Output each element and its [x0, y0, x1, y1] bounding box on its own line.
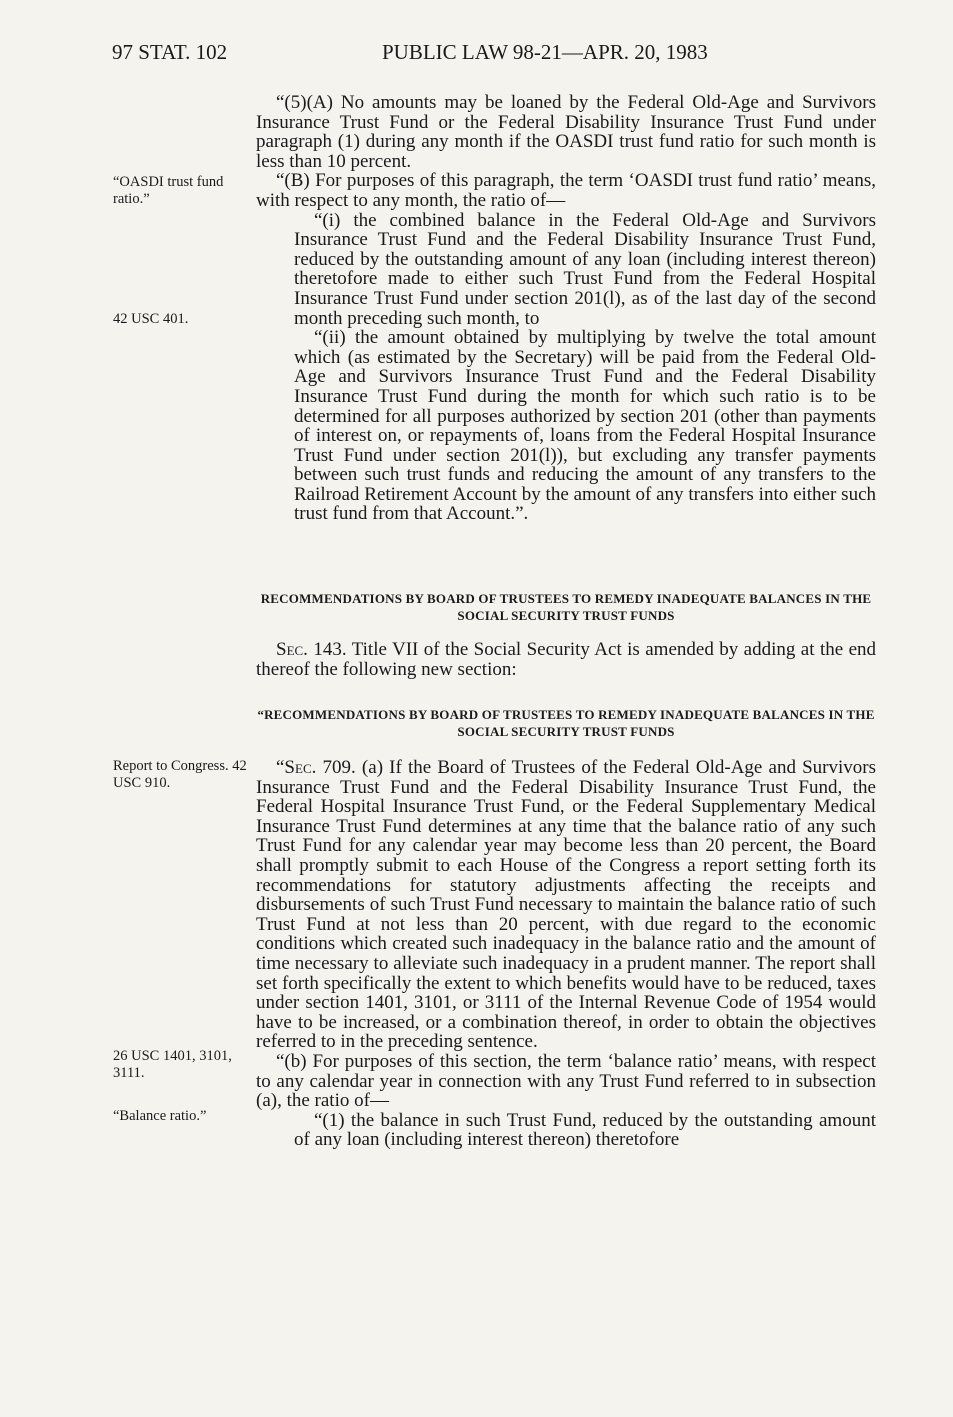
margin-note-usc-1401: 26 USC 1401, 3101, 3111. — [113, 1048, 232, 1081]
section-143-heading-block — [256, 590, 876, 624]
section-label: Sec. — [276, 639, 308, 660]
paragraph-i: “(i) the combined balance in the Federal Old-Age and Survivors Insurance Trust Fund and the Federal Disability Insurance Trust Fund, reduced by the outstanding amount of any loan (including interest thereon) theretofore made to either such Trust Fund from the Federal Hospital Insurance Trust Fund under section 201(l), as of the last day of the second month preceding such month, to — [294, 209, 876, 329]
margin-note-report-to-congress: Report to Congress. 42 USC 910. — [113, 758, 247, 791]
margin-note-usc-401: 42 USC 401. — [113, 311, 189, 327]
paragraph-b-definition: “(B) For purposes of this paragraph, the term ‘OASDI trust fund ratio’ means, with respect to any month, the ratio of— — [256, 170, 876, 211]
body-text-block-1 — [256, 93, 876, 524]
page-header — [112, 40, 873, 70]
paragraph-1: “(1) the balance in such Trust Fund, reduced by the outstanding amount of any loan (including interest thereon) theretofore — [294, 1109, 876, 1151]
section-143-text — [256, 640, 876, 679]
section-709-heading-block — [256, 706, 876, 740]
section-709-a — [256, 758, 876, 1052]
new-section-heading: “RECOMMENDATIONS BY BOARD OF TRUSTEES TO REMEDY INADEQUATE BALANCES IN THE SOCIAL SECURITY TRUST FUNDS — [257, 707, 875, 739]
stat-page-number: 97 STAT. 102 — [112, 40, 228, 64]
section-709-body: 709. (a) If the Board of Trustees of the Federal Old-Age and Survivors Insurance Trust Fund and the Federal Disability Insurance Trust Fund, the Federal Hospital Insurance Trust Fund, or the Federal Supplementary Medical Insurance Trust Fund determines at any time that the balance ratio of any such Trust Fund for any calendar year may become less than 20 percent, the Board shall promptly submit to each House of the Congress a report setting forth its recommendations for statutory adjustments affecting the receipts and disbursements of such Trust Fund necessary to maintain the balance ratio of such Trust Fund at not less than 20 percent, with due regard to the economic conditions which created such inadequacy in the balance ratio and the amount of time necessary to alleviate such inadequacy in a prudent manner. The report shall set forth specifically the extent to which benefits would have to be reduced, taxes under section 1401, 3101, or 3111 of the Internal Revenue Code of 1954 would have to be increased, or a combination thereof, in order to obtain the objectives referred to in the preceding sentence. — [256, 757, 877, 1053]
section-143-block — [256, 640, 876, 679]
margin-note-oasdi-ratio: “OASDI trust fund ratio.” — [113, 174, 224, 207]
public-law-title: PUBLIC LAW 98-21—APR. 20, 1983 — [382, 40, 708, 64]
section-709-block — [256, 758, 876, 1150]
paragraph-5a: “(5)(A) No amounts may be loaned by the Federal Old-Age and Survivors Insurance Trust Fund or the Federal Disability Insurance Trust Fund under paragraph (1) during any month if the OASDI trust fund ratio for such month is less than 10 percent. — [256, 92, 876, 172]
paragraph-b-balance-ratio: “(b) For purposes of this section, the term ‘balance ratio’ means, with respect to any calendar year in connection with any Trust Fund referred to in subsection (a), the ratio of— — [256, 1050, 876, 1112]
section-709-label: “Sec. — [276, 757, 317, 778]
section-heading: RECOMMENDATIONS BY BOARD OF TRUSTEES TO REMEDY INADEQUATE BALANCES IN THE SOCIAL SECURITY TRUST FUNDS — [260, 591, 872, 623]
margin-note-balance-ratio: “Balance ratio.” — [113, 1108, 207, 1124]
paragraph-ii: “(ii) the amount obtained by multiplying by twelve the total amount which (as estimated by the Secretary) will be paid from the Federal Old-Age and Survivors Insurance Trust Fund and the Federal Disability Insurance Trust Fund during the month for which such ratio is to be determined for all purposes authorized by section 201 (other than payments of interest on, or repayments of, loans from the Federal Hospital Insurance Trust Fund under section 201(l)), but excluding any transfer payments between such trust funds and reducing the amount of any transfers to the Railroad Retirement Account by the amount of any transfers into either such trust fund from that Account.”. — [294, 327, 876, 525]
section-143-body: 143. Title VII of the Social Security Act is amended by adding at the end thereof the following new section: — [256, 639, 877, 680]
